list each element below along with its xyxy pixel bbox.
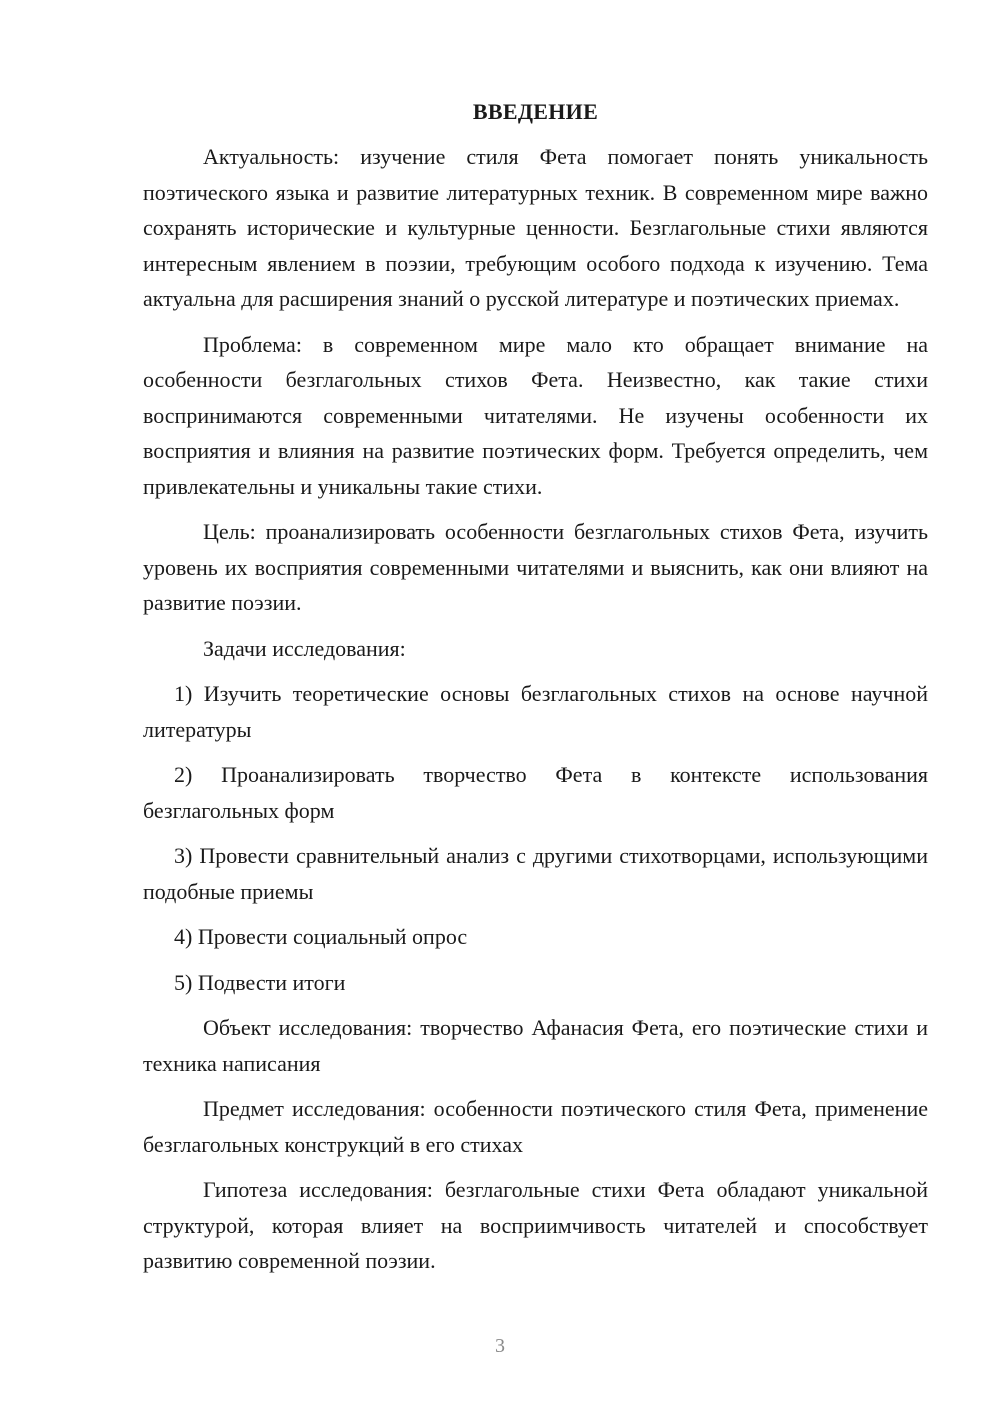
task-item-5: 5) Подвести итоги — [174, 969, 346, 995]
task-item-3: 3) Провести сравнительный анализ с другими стихотворцами, использующими подобные приемы — [143, 843, 928, 904]
problem-paragraph: Проблема: в современном мире мало кто обращает внимание на особенности безглагольных стихов Фета. Неизвестно, как такие стихи воспринимаются современными читателями. Не изучены особенности их восприятия и влияния на развитие поэтических форм. Требуется определить, чем привлекательны и уникальны такие стихи. — [143, 331, 928, 499]
page-number: 3 — [495, 1335, 505, 1357]
tasks-title: Задачи исследования: — [203, 635, 406, 661]
task-item-4: 4) Провести социальный опрос — [174, 924, 468, 949]
task-item-2: 2) Проанализировать творчество Фета в контексте использования безглагольных форм — [143, 762, 928, 823]
object-paragraph: Объект исследования: творчество Афанасия Фета, его поэтические стихи и техника написания — [143, 1015, 928, 1076]
section-heading: ВВЕДЕНИЕ — [472, 99, 599, 124]
page-body — [143, 94, 928, 1289]
relevance-paragraph: Актуальность: изучение стиля Фета помогает понять уникальность поэтического языка и развитие литературных техник. В современном мире важно сохранять исторические и культурные ценности. Безглагольные стихи являются интересным явлением в поэзии, требующим особого подхода к изучению. Тема актуальна для расширения знаний о русской литературе и поэтических приемах. — [143, 144, 928, 311]
goal-paragraph: Цель: проанализировать особенности безглагольных стихов Фета, изучить уровень их восприятия современными читателями и выяснить, как они влияют на развитие поэзии. — [143, 519, 928, 615]
subject-paragraph: Предмет исследования: особенности поэтического стиля Фета, применение безглагольных конструкций в его стихах — [143, 1096, 928, 1157]
task-item-1: 1) Изучить теоретические основы безглагольных стихов на основе научной литературы — [143, 681, 928, 742]
hypothesis-paragraph: Гипотеза исследования: безглагольные стихи Фета обладают уникальной структурой, которая влияет на восприимчивость читателей и способствует развитию современной поэзии. — [143, 1177, 928, 1273]
tasks-list — [143, 676, 928, 1000]
